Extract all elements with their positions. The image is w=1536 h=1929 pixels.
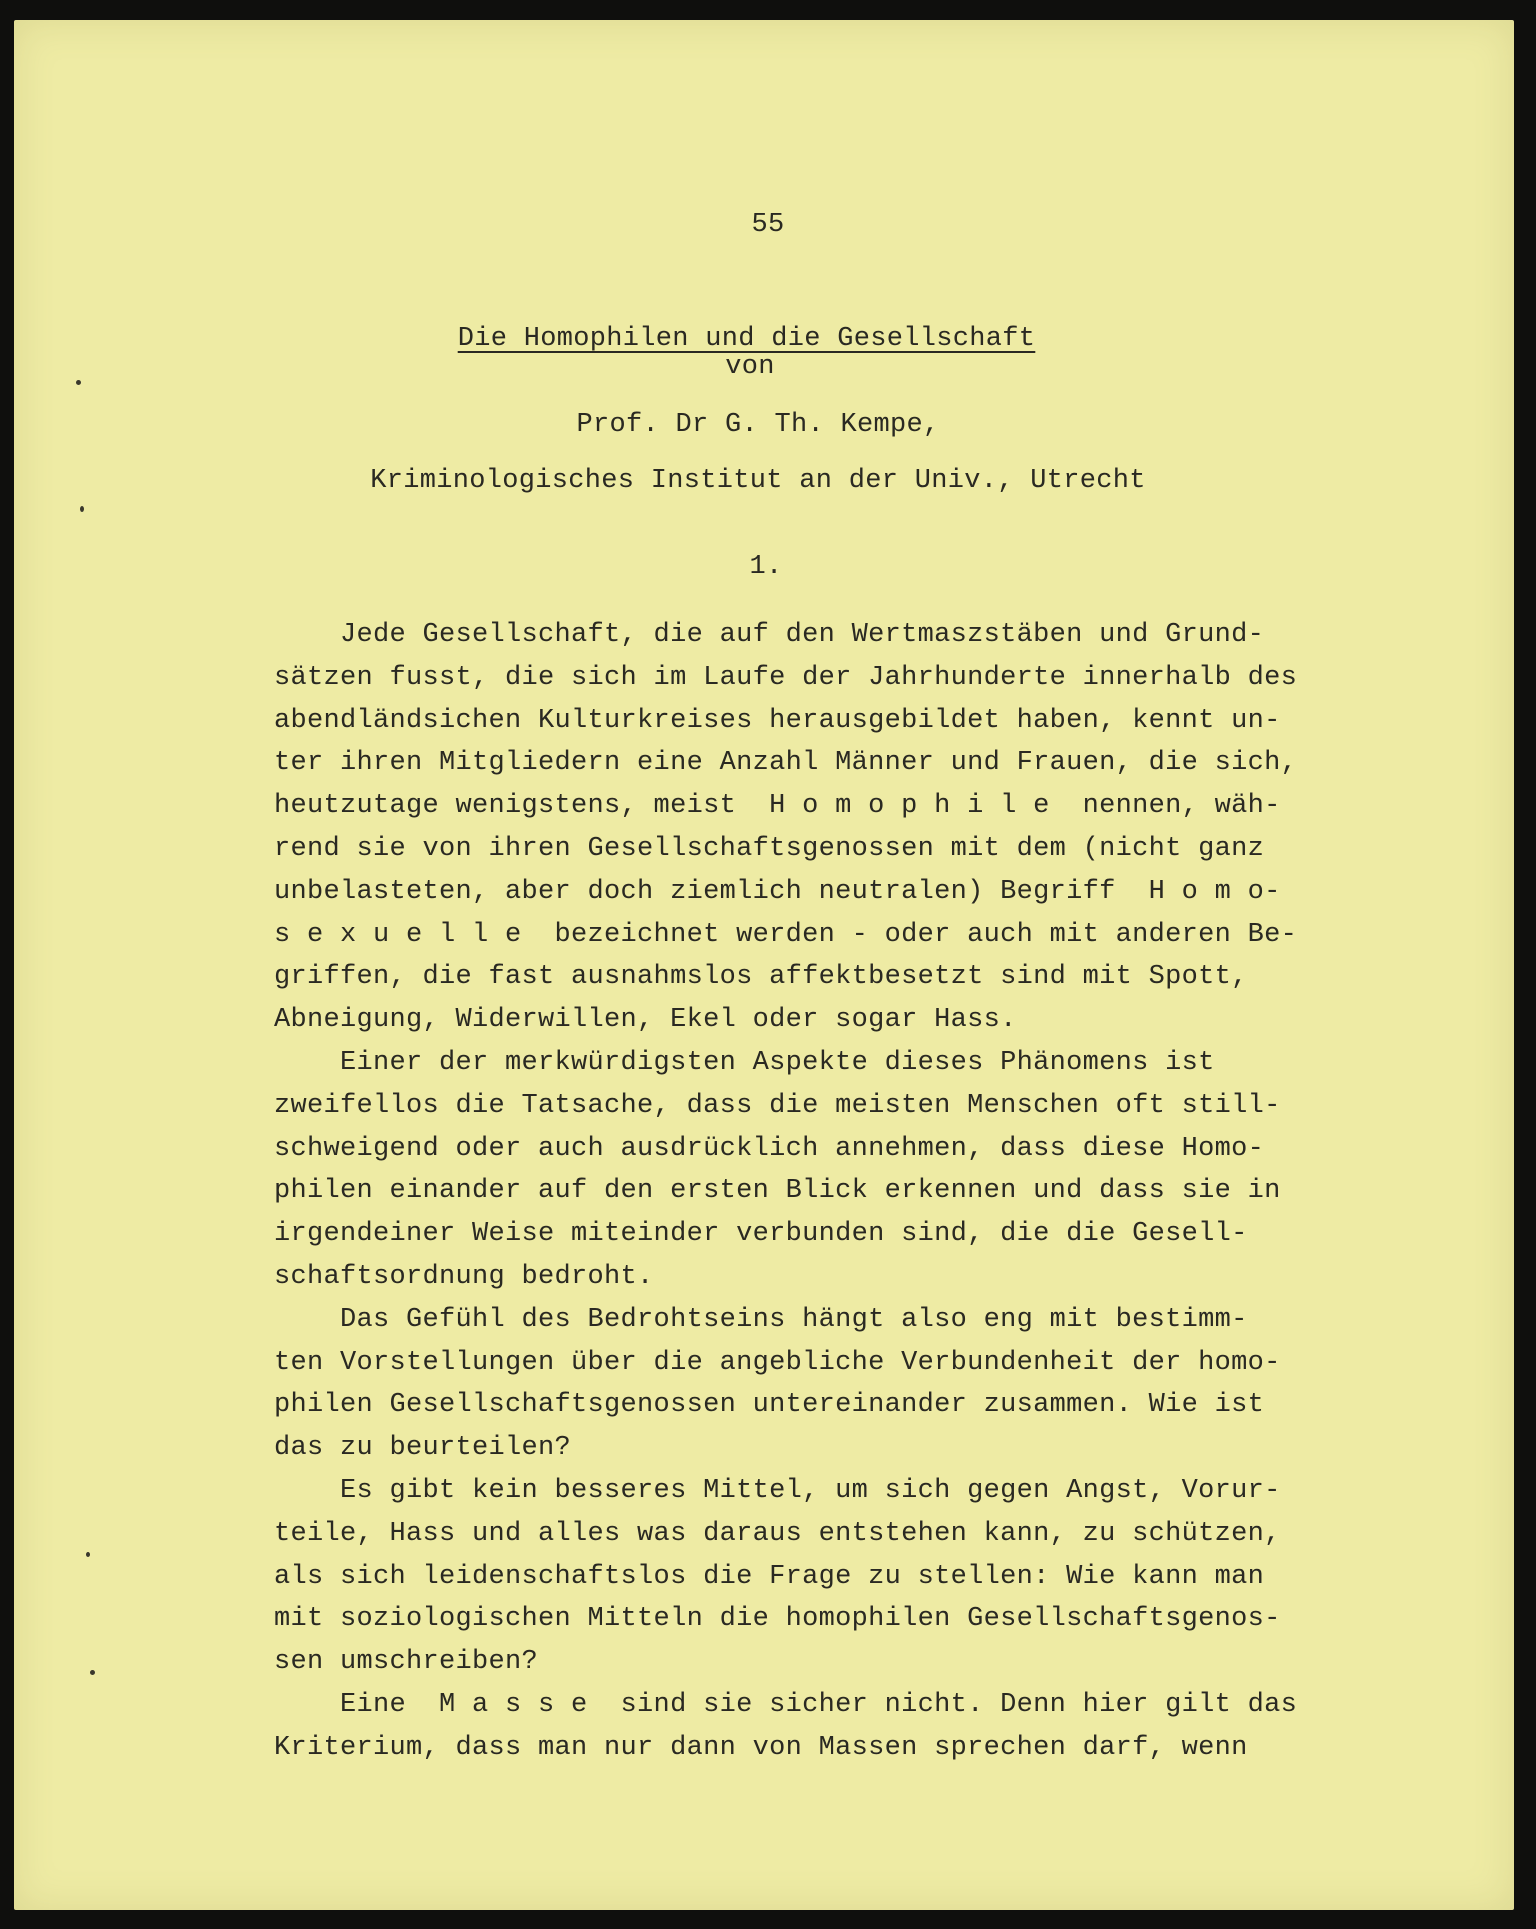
- margin-speck: [90, 1670, 95, 1675]
- body-line: mit soziologischen Mitteln die homophilen Gesellschaftsgenos-: [274, 1604, 1281, 1634]
- body-line: Es gibt kein besseres Mittel, um sich gegen Angst, Vorur-: [274, 1476, 1281, 1506]
- body-line: irgendeiner Weise miteinder verbunden sind, die die Gesell-: [274, 1219, 1248, 1249]
- body-line: Kriterium, dass man nur dann von Massen sprechen darf, wenn: [274, 1733, 1248, 1763]
- page-title: [0, 294, 1498, 354]
- body-line: philen Gesellschaftsgenossen untereinander zusammen. Wie ist: [274, 1390, 1265, 1420]
- title-text: Die Homophilen und die Gesellschaft: [457, 324, 1036, 354]
- author-name: Prof. Dr G. Th. Kempe,: [576, 410, 940, 440]
- body-line: Abneigung, Widerwillen, Ekel oder sogar Hass.: [274, 1005, 1017, 1035]
- body-line: philen einander auf den ersten Blick erkennen und dass sie in: [274, 1176, 1281, 1206]
- body-line: rend sie von ihren Gesellschaftsgenossen mit dem (nicht ganz: [274, 834, 1265, 864]
- page-number: 55: [751, 210, 785, 240]
- body-line: Das Gefühl des Bedrohtseins hängt also eng mit bestimm-: [274, 1305, 1248, 1335]
- body-line: teile, Hass und alles was daraus entstehen kann, zu schützen,: [274, 1519, 1281, 1549]
- body-line: ten Vorstellungen über die angebliche Verbundenheit der homo-: [274, 1348, 1281, 1378]
- body-line: schweigend oder auch ausdrücklich annehmen, dass diese Homo-: [274, 1134, 1265, 1164]
- body-line: unbelasteten, aber doch ziemlich neutralen) Begriff H o m o-: [274, 877, 1281, 907]
- body-line: Jede Gesellschaft, die auf den Wertmaszstäben und Grund-: [274, 620, 1265, 650]
- body-line: ter ihren Mitgliedern eine Anzahl Männer und Frauen, die sich,: [274, 748, 1298, 778]
- author-affiliation: Kriminologisches Institut an der Univ., Utrecht: [370, 466, 1146, 496]
- body-line: schaftsordnung bedroht.: [274, 1262, 654, 1292]
- body-line: sätzen fusst, die sich im Laufe der Jahrhunderte innerhalb des: [274, 663, 1298, 693]
- body-line: zweifellos die Tatsache, dass die meisten Menschen oft still-: [274, 1091, 1281, 1121]
- margin-speck: [80, 506, 84, 512]
- body-line: heutzutage wenigstens, meist H o m o p h i l e nennen, wäh-: [274, 791, 1281, 821]
- body-line: das zu beurteilen?: [274, 1433, 572, 1463]
- body-line: als sich leidenschaftslos die Frage zu stellen: Wie kann man: [274, 1562, 1265, 1592]
- body-line: s e x u e l l e bezeichnet werden - oder auch mit anderen Be-: [274, 920, 1298, 950]
- body-line: sen umschreiben?: [274, 1647, 539, 1677]
- body-line: Eine M a s s e sind sie sicher nicht. Denn hier gilt das: [274, 1690, 1298, 1720]
- body-line: Einer der merkwürdigsten Aspekte dieses Phänomens ist: [274, 1048, 1215, 1078]
- margin-speck: [86, 1552, 90, 1557]
- byline-von: von: [725, 352, 775, 382]
- section-number: 1.: [749, 552, 783, 582]
- body-line: griffen, die fast ausnahmslos affektbesetzt sind mit Spott,: [274, 962, 1248, 992]
- body-line: abendländsichen Kulturkreises herausgebildet haben, kennt un-: [274, 706, 1281, 736]
